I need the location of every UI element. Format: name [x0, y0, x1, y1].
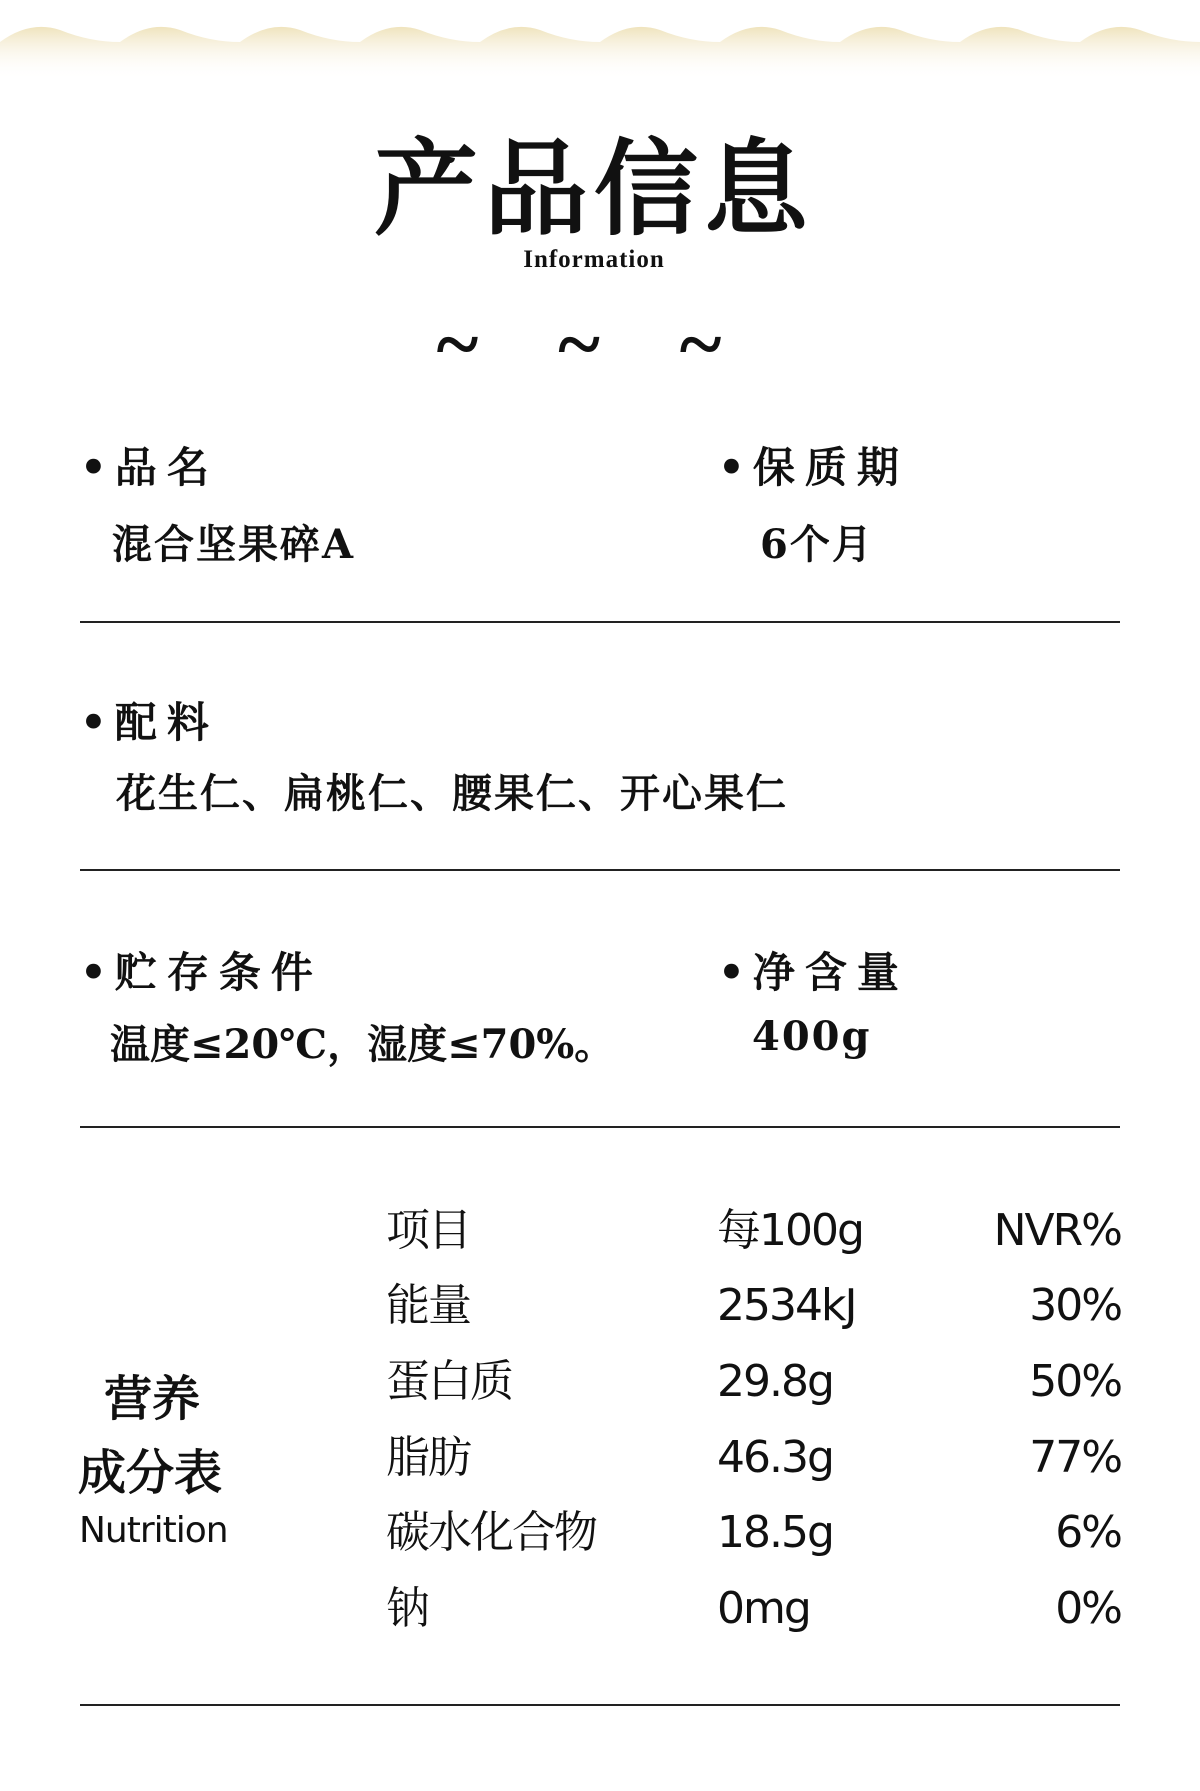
divider: [80, 1704, 1120, 1706]
storage-label: • 贮存条件: [80, 940, 323, 1000]
row-item: 蛋白质: [386, 1356, 512, 1407]
row-item: 钠: [386, 1583, 428, 1634]
row-item: 脂肪: [386, 1432, 470, 1483]
row-amount: 46.3g: [717, 1432, 833, 1483]
row-item: 能量: [386, 1280, 470, 1331]
storage-value: 温度≤20℃，湿度≤70%。: [110, 1021, 615, 1068]
row-item: 碳水化合物: [386, 1507, 596, 1558]
row-nvr: 50%: [1029, 1356, 1121, 1407]
product-name-value: 混合坚果碎A: [112, 521, 356, 568]
product-name-label: • 品名: [80, 435, 219, 495]
row-nvr: 6%: [1055, 1507, 1121, 1558]
divider: [80, 869, 1120, 871]
net-content-label: • 净含量: [718, 940, 909, 1000]
divider: [80, 1126, 1120, 1128]
nutrition-title-line1: 营养: [104, 1371, 201, 1427]
row-amount: 18.5g: [717, 1507, 833, 1558]
row-nvr: 77%: [1029, 1432, 1121, 1483]
divider: [80, 621, 1120, 623]
header-item: 项目: [386, 1205, 470, 1256]
tilde-ornament: ~ ~ ~: [436, 301, 752, 389]
page-title: 产品信息: [373, 127, 814, 250]
row-amount: 29.8g: [717, 1356, 833, 1407]
shelf-life-label: • 保质期: [718, 435, 909, 495]
row-nvr: 0%: [1055, 1583, 1121, 1634]
row-nvr: 30%: [1029, 1280, 1121, 1331]
nutrition-title-line2: 成分表: [78, 1445, 223, 1501]
header-per100g: 每100g: [717, 1205, 863, 1256]
wave-decoration: [0, 0, 1200, 80]
row-amount: 2534kJ: [717, 1280, 856, 1331]
net-content-value: 400g: [752, 1013, 872, 1060]
ingredients-label: • 配料: [80, 690, 219, 750]
page-subtitle: Information: [523, 246, 665, 273]
shelf-life-value: 6个月: [760, 521, 874, 568]
ingredients-value: 花生仁、扁桃仁、腰果仁、开心果仁: [116, 770, 788, 817]
nutrition-title-en: Nutrition: [79, 1510, 228, 1551]
header-nvr: NVR%: [993, 1205, 1121, 1256]
row-amount: 0mg: [717, 1583, 810, 1634]
